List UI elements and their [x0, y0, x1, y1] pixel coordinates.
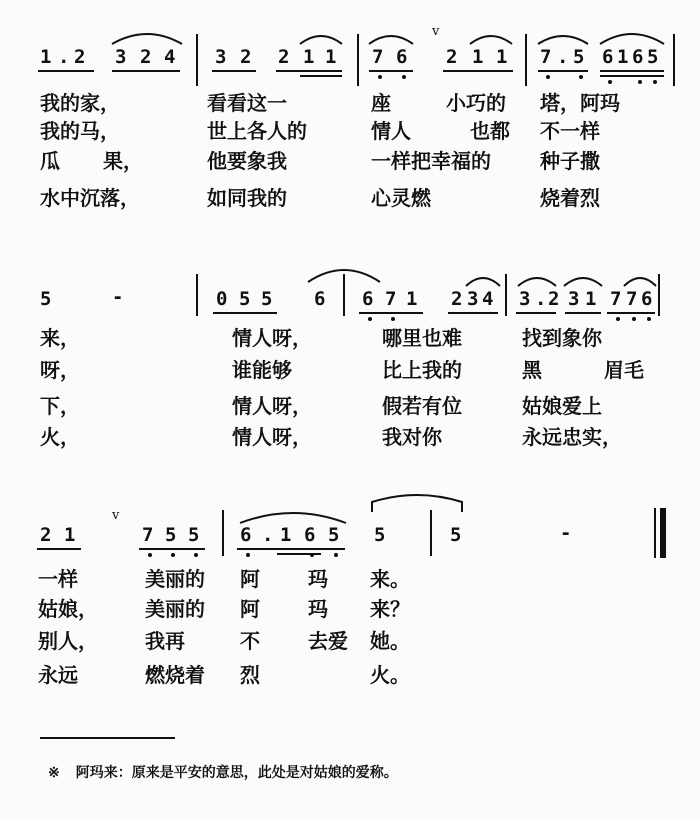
octave-dot: [632, 317, 636, 321]
lyric: 姑娘，: [38, 597, 98, 621]
lyric: 不: [240, 629, 260, 653]
lyric: 去爱: [308, 629, 348, 653]
slur: [562, 270, 604, 288]
lyric: 永远忠实，: [522, 425, 622, 449]
lyric: 一样: [38, 567, 78, 591]
note: 1: [496, 46, 508, 68]
footnote-text: 阿玛来：原来是平安的意思，此处是对姑娘的爱称。: [75, 765, 398, 781]
lyric: 看看这一: [207, 91, 287, 115]
lyric: 玛: [308, 597, 328, 621]
final-barline: [660, 508, 666, 558]
note: 6: [362, 288, 374, 310]
lyric-line-3: [0, 148, 700, 174]
lyric: 情人呀，: [232, 425, 312, 449]
slur: [622, 270, 658, 288]
beam: [516, 312, 556, 314]
lyric-line-2: [0, 357, 700, 383]
beam: [112, 70, 180, 72]
note: 2: [446, 46, 458, 68]
beam: [139, 548, 205, 550]
barline: [430, 510, 432, 556]
lyric: 座: [371, 91, 391, 115]
note: 1: [64, 524, 76, 546]
note: 1: [303, 46, 315, 68]
note: 4: [164, 46, 176, 68]
octave-dot: [368, 317, 372, 321]
octave-dot: [546, 75, 550, 79]
slur: [536, 28, 590, 46]
barline: [505, 274, 507, 316]
note: 2: [140, 46, 152, 68]
lyric: 我对你: [382, 425, 442, 449]
beam: [38, 70, 94, 72]
slur: [370, 494, 464, 514]
note: 1: [585, 288, 597, 310]
octave-dot: [148, 553, 152, 557]
lyric: 黑: [522, 358, 542, 382]
lyric: 烈: [240, 663, 260, 687]
slur: [598, 24, 666, 46]
octave-dot: [616, 317, 620, 321]
note: 2: [40, 524, 52, 546]
octave-dot: [647, 317, 651, 321]
lyric: 种子撒: [540, 149, 600, 173]
lyric: 果，: [103, 149, 143, 173]
note: 1: [617, 46, 629, 68]
lyric: 如同我的: [207, 186, 287, 210]
octave-dot: [246, 553, 250, 557]
lyric-line-1: [0, 90, 700, 116]
note: 2: [240, 46, 252, 68]
note: .: [58, 46, 70, 68]
octave-dot: [391, 317, 395, 321]
beam: [607, 312, 655, 314]
octave-dot: [608, 80, 612, 84]
note: 6: [396, 46, 408, 68]
note: 6: [304, 524, 316, 546]
note: 3: [215, 46, 227, 68]
lyric: 烧着烈: [540, 186, 600, 210]
beam: [538, 70, 588, 72]
slur: [464, 270, 502, 288]
note: 5: [261, 288, 273, 310]
slur: [238, 505, 348, 525]
note: 1: [280, 524, 292, 546]
lyric: 别人，: [38, 629, 98, 653]
lyric: 塔，阿玛: [540, 91, 620, 115]
lyric: 来。: [370, 567, 410, 591]
lyric-line-2: [0, 596, 700, 622]
note: 5: [647, 46, 659, 68]
note: 5: [374, 524, 386, 546]
note: 6: [641, 288, 653, 310]
note: .: [262, 524, 274, 546]
beam: [300, 75, 342, 77]
note: 1: [406, 288, 418, 310]
barline: [525, 34, 527, 86]
beam: [369, 70, 413, 72]
barline: [357, 34, 359, 86]
note: 1: [472, 46, 484, 68]
lyric: 火，: [40, 425, 80, 449]
note: 7: [385, 288, 397, 310]
slur: [516, 270, 558, 288]
lyric: 瓜: [40, 149, 60, 173]
lyric: 比上我的: [382, 358, 462, 382]
octave-dot: [334, 553, 338, 557]
lyric: 不一样: [540, 119, 600, 143]
note: 6: [632, 46, 644, 68]
note: 5: [239, 288, 251, 310]
note: 3: [115, 46, 127, 68]
barline: [673, 34, 675, 86]
barline: [222, 510, 224, 556]
note: 7: [540, 46, 552, 68]
octave-dot: [579, 75, 583, 79]
beam: [212, 70, 256, 72]
note: 3: [519, 288, 531, 310]
lyric-line-4: [0, 424, 700, 450]
lyric: 水中沉落，: [40, 186, 140, 210]
beam: [237, 548, 345, 550]
lyric: 小巧的: [446, 91, 506, 115]
beam: [277, 553, 321, 555]
lyric: 她。: [370, 629, 410, 653]
note: 1: [40, 46, 52, 68]
lyric-line-1: [0, 325, 700, 351]
octave-dot: [171, 553, 175, 557]
note: 2: [278, 46, 290, 68]
footnote-mark: ※: [48, 765, 60, 781]
slur: [298, 28, 344, 46]
lyric: 他要象我: [207, 149, 287, 173]
note: .: [535, 288, 547, 310]
lyric-line-2: [0, 118, 700, 144]
note: 3: [467, 288, 479, 310]
note: 6: [602, 46, 614, 68]
breath-mark: v: [112, 508, 120, 523]
beam: [600, 70, 664, 72]
lyric: 情人: [371, 119, 411, 143]
note: 2: [451, 288, 463, 310]
footnote-divider: [40, 737, 175, 739]
lyric: 阿: [240, 567, 260, 591]
note: 3: [568, 288, 580, 310]
lyric: 我再: [145, 629, 185, 653]
note: 7: [372, 46, 384, 68]
lyric: 燃烧着: [145, 663, 205, 687]
lyric: 找到象你: [522, 326, 602, 350]
lyric: 我的家，: [40, 91, 120, 115]
slur: [468, 28, 514, 46]
slur: [110, 24, 184, 46]
note: 2: [548, 288, 560, 310]
note: 1: [325, 46, 337, 68]
note: 7: [142, 524, 154, 546]
note: 7: [626, 288, 638, 310]
lyric-line-4: [0, 662, 700, 688]
note: 6: [314, 288, 326, 310]
lyric-line-1: [0, 566, 700, 592]
lyric: 眉毛: [604, 358, 644, 382]
lyric: 世上各人的: [207, 119, 307, 143]
lyric: 谁能够: [232, 358, 292, 382]
barline: [658, 274, 660, 316]
note: 5: [40, 288, 52, 310]
lyric: 永远: [38, 663, 78, 687]
octave-dot: [194, 553, 198, 557]
note: -: [560, 522, 572, 544]
note: .: [557, 46, 569, 68]
beam: [443, 70, 513, 72]
lyric: 下，: [40, 394, 80, 418]
lyric-line-3: [0, 393, 700, 419]
note: 2: [74, 46, 86, 68]
barline: [196, 34, 198, 86]
lyric: 心灵燃: [371, 186, 431, 210]
beam: [359, 312, 423, 314]
lyric: 火。: [370, 663, 410, 687]
lyric: 玛: [308, 567, 328, 591]
breath-mark: v: [432, 24, 440, 39]
note: 7: [610, 288, 622, 310]
lyric: 一样把幸福的: [371, 149, 491, 173]
lyric: 呀，: [40, 358, 80, 382]
note: 6: [240, 524, 252, 546]
lyric: 哪里也难: [382, 326, 462, 350]
barline: [654, 508, 656, 558]
note: 5: [165, 524, 177, 546]
note: 5: [188, 524, 200, 546]
beam: [276, 70, 342, 72]
lyric: 美丽的: [145, 567, 205, 591]
note: 5: [450, 524, 462, 546]
beam: [600, 75, 664, 77]
slur: [306, 258, 382, 284]
note: -: [112, 286, 124, 308]
octave-dot: [378, 75, 382, 79]
octave-dot: [402, 75, 406, 79]
barline: [196, 274, 198, 316]
lyric: 我的马，: [40, 119, 120, 143]
lyric: 情人呀，: [232, 394, 312, 418]
note: 0: [216, 288, 228, 310]
lyric-line-3: [0, 628, 700, 654]
lyric: 也都: [470, 119, 510, 143]
slur: [367, 28, 415, 46]
beam: [448, 312, 498, 314]
beam: [565, 312, 601, 314]
lyric-line-4: [0, 185, 700, 211]
lyric: 美丽的: [145, 597, 205, 621]
lyric: 来？: [370, 597, 410, 621]
beam: [213, 312, 277, 314]
footnote: [48, 762, 398, 782]
note: 4: [482, 288, 494, 310]
lyric: 假若有位: [382, 394, 462, 418]
note: 5: [573, 46, 585, 68]
lyric: 来，: [40, 326, 80, 350]
octave-dot: [638, 80, 642, 84]
lyric: 姑娘爱上: [522, 394, 602, 418]
note: 5: [328, 524, 340, 546]
lyric: 阿: [240, 597, 260, 621]
lyric: 情人呀，: [232, 326, 312, 350]
octave-dot: [653, 80, 657, 84]
beam: [37, 548, 81, 550]
